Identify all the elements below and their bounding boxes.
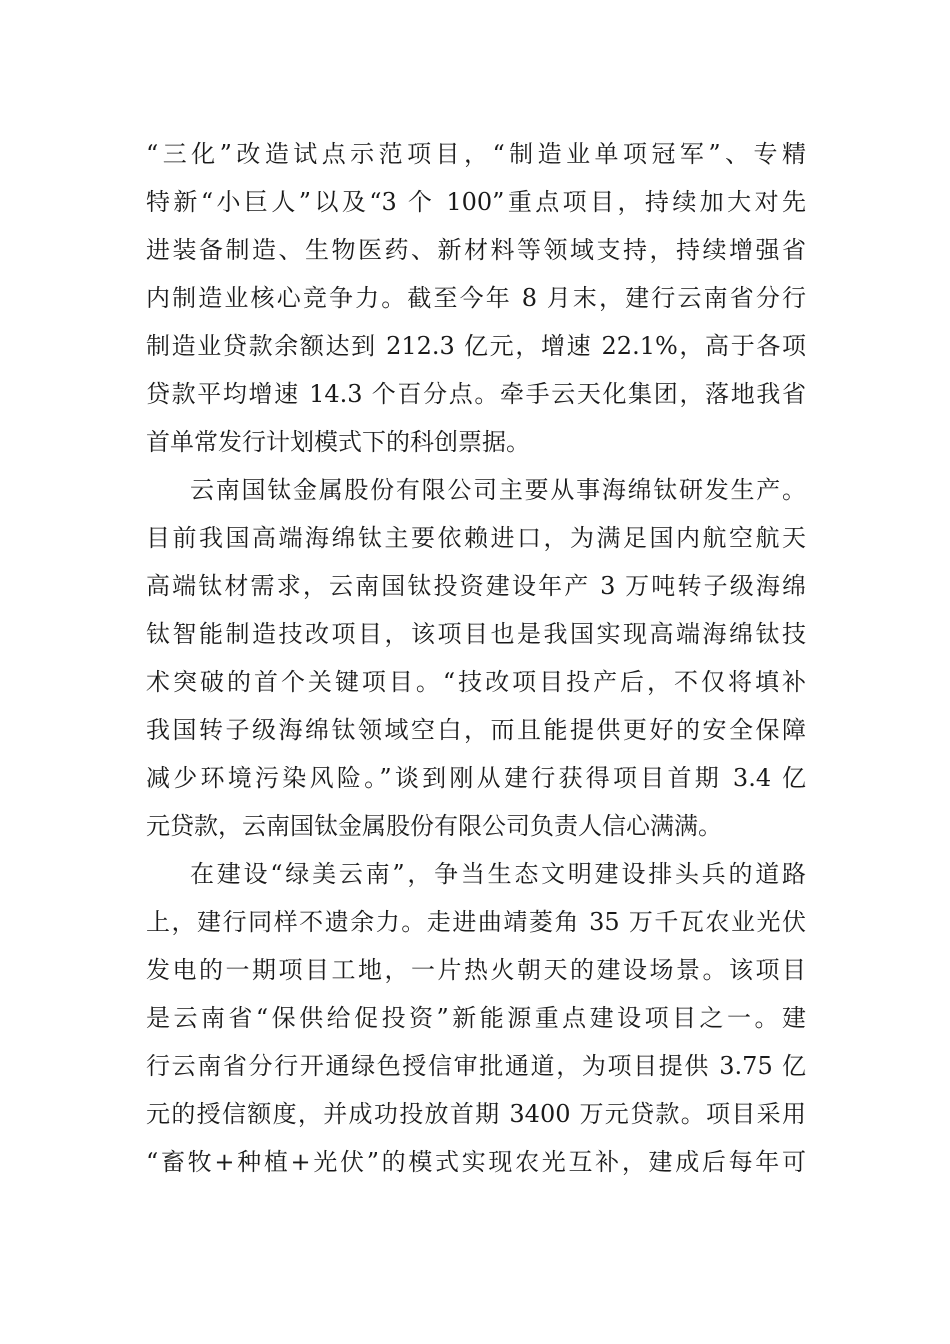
text-line: 钛智能制造技改项目，该项目也是我国实现高端海绵钛技 bbox=[146, 620, 806, 648]
text-line: 元贷款，云南国钛金属股份有限公司负责人信心满满。 bbox=[146, 812, 722, 840]
paragraph-green-yunnan bbox=[146, 850, 806, 1186]
text-line: 制造业贷款余额达到 212.3 亿元，增速 22.1%，高于各项 bbox=[146, 332, 806, 360]
text-line: 发电的一期项目工地，一片热火朝天的建设场景。该项目 bbox=[146, 956, 806, 984]
text-line: “三化”改造试点示范项目，“制造业单项冠军”、专精 bbox=[146, 140, 806, 168]
text-line: “畜牧+种植+光伏”的模式实现农光互补，建成后每年可 bbox=[146, 1148, 806, 1176]
text-line: 上，建行同样不遗余力。走进曲靖菱角 35 万千瓦农业光伏 bbox=[146, 908, 806, 936]
text-line: 内制造业核心竞争力。截至今年 8 月末，建行云南省分行 bbox=[146, 284, 806, 312]
text-line: 减少环境污染风险。”谈到刚从建行获得项目首期 3.4 亿 bbox=[146, 764, 806, 792]
paragraph-manufacturing-loans bbox=[146, 130, 806, 466]
text-line: 元的授信额度，并成功投放首期 3400 万元贷款。项目采用 bbox=[146, 1100, 806, 1128]
text-line: 行云南省分行开通绿色授信审批通道，为项目提供 3.75 亿 bbox=[146, 1052, 806, 1080]
text-line: 是云南省“保供给促投资”新能源重点建设项目之一。建 bbox=[146, 1004, 806, 1032]
text-line: 首单常发行计划模式下的科创票据。 bbox=[146, 428, 530, 456]
text-line: 高端钛材需求，云南国钛投资建设年产 3 万吨转子级海绵 bbox=[146, 572, 806, 600]
text-line: 我国转子级海绵钛领域空白，而且能提供更好的安全保障 bbox=[146, 716, 806, 744]
text-line: 在建设“绿美云南”，争当生态文明建设排头兵的道路 bbox=[190, 860, 806, 888]
text-line: 贷款平均增速 14.3 个百分点。牵手云天化集团，落地我省 bbox=[146, 380, 806, 408]
paragraph-guotai-titanium bbox=[146, 466, 806, 850]
text-line: 目前我国高端海绵钛主要依赖进口，为满足国内航空航天 bbox=[146, 524, 806, 552]
text-line: 术突破的首个关键项目。“技改项目投产后，不仅将填补 bbox=[146, 668, 806, 696]
text-line: 特新“小巨人”以及“3 个 100”重点项目，持续加大对先 bbox=[146, 188, 806, 216]
text-line: 进装备制造、生物医药、新材料等领域支持，持续增强省 bbox=[146, 236, 806, 264]
article-body bbox=[146, 130, 806, 1186]
text-line: 云南国钛金属股份有限公司主要从事海绵钛研发生产。 bbox=[190, 476, 806, 504]
